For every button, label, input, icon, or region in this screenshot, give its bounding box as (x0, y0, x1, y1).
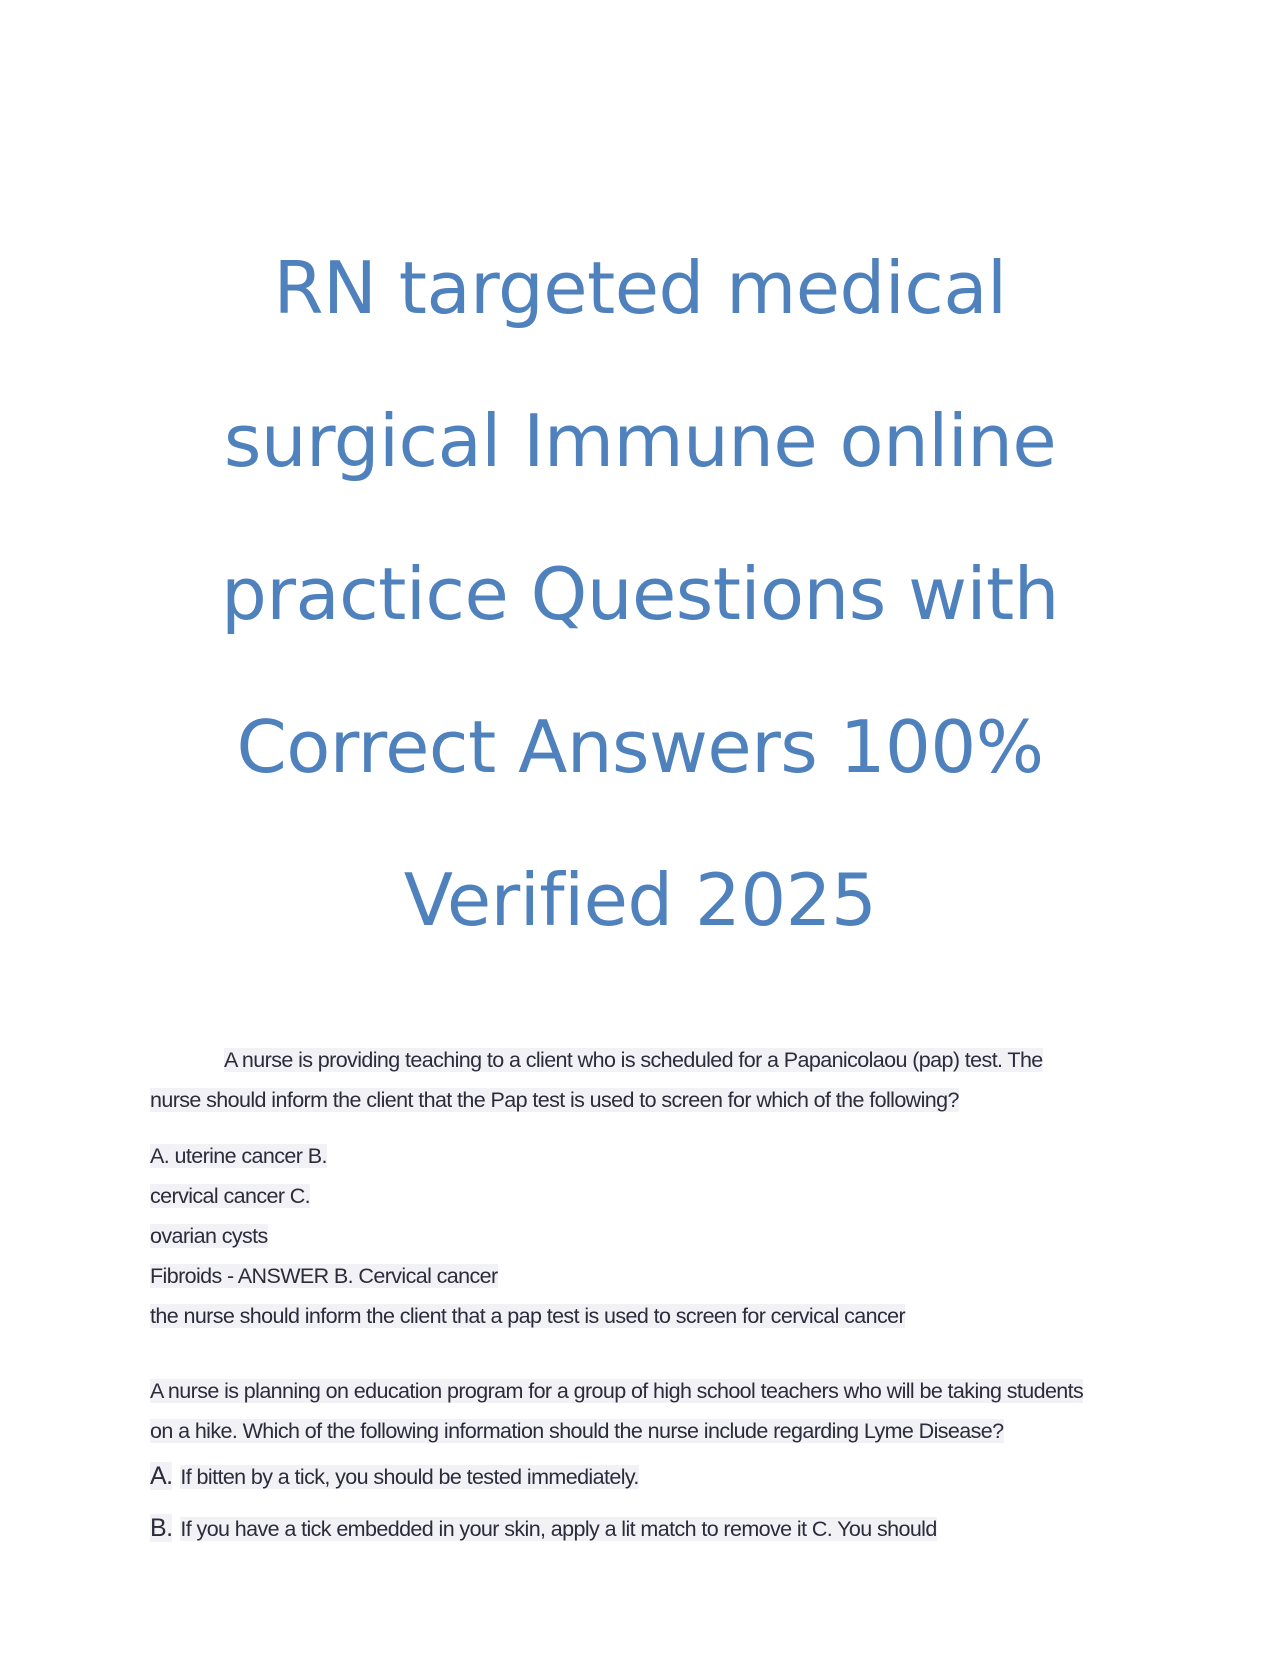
question-1-answer-line: Fibroids - ANSWER B. Cervical cancer (150, 1264, 498, 1288)
question-2-choice-b: B. If you have a tick embedded in your skin, apply a lit match to remove it C. You should (150, 1514, 937, 1542)
question-1-stem-line-2: nurse should inform the client that the Pap test is used to screen for which of the following? (150, 1088, 959, 1112)
question-2-stem-line-1: A nurse is planning on education program for a group of high school teachers who will be taking students (150, 1379, 1084, 1403)
question-2-choice-a: A. If bitten by a tick, you should be tested immediately. (150, 1462, 639, 1490)
question-1-stem (150, 1040, 1140, 1120)
title-line-4: Correct Answers 100% (236, 705, 1044, 789)
question-1-rationale-line: the nurse should inform the client that a pap test is used to screen for cervical cancer (150, 1304, 906, 1328)
title-line-5: Verified 2025 (403, 858, 877, 942)
question-1-stem-line-1: A nurse is providing teaching to a client who is scheduled for a Papanicolaou (pap) test. The (224, 1048, 1043, 1072)
question-1-option-line: A. uterine cancer B. (150, 1144, 327, 1168)
document-title (150, 212, 1130, 977)
document-body (150, 1040, 1140, 1548)
title-line-2: surgical Immune online (223, 399, 1057, 483)
title-line-3: practice Questions with (221, 552, 1059, 636)
question-1-option-line: ovarian cysts (150, 1224, 268, 1248)
title-line-1: RN targeted medical (273, 246, 1007, 330)
question-2-stem (150, 1371, 1140, 1451)
question-1-options (150, 1136, 1140, 1336)
question-1-option-line: cervical cancer C. (150, 1184, 311, 1208)
question-2-stem-line-2: on a hike. Which of the following information should the nurse include regarding Lyme Disease? (150, 1419, 1004, 1443)
